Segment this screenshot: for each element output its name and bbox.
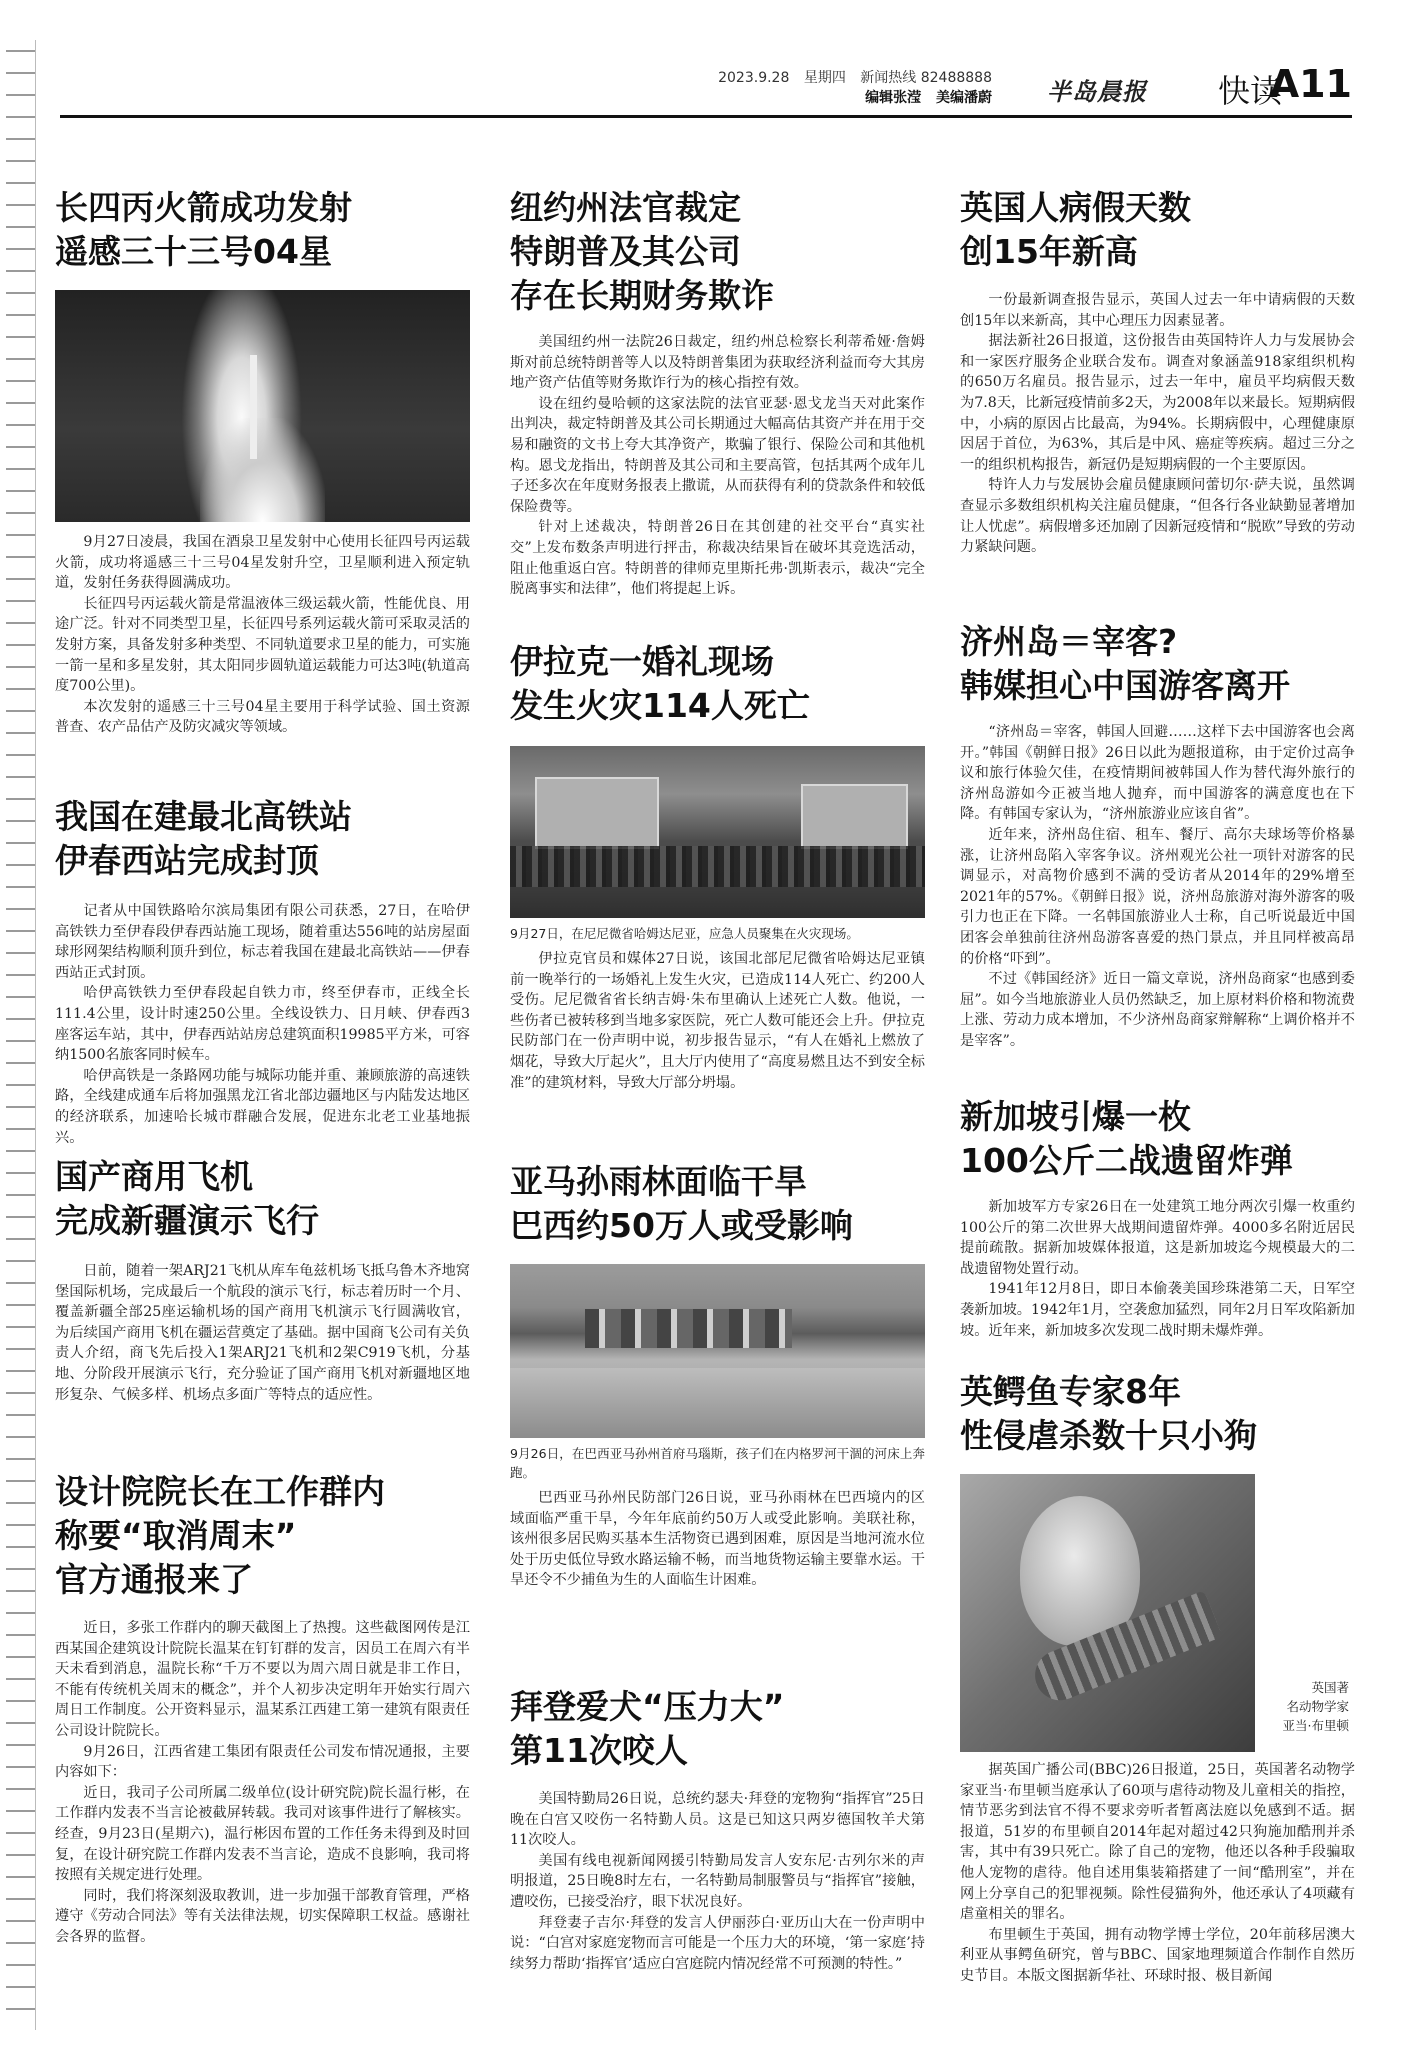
rocket-icon bbox=[250, 355, 257, 459]
headline: 长四丙火箭成功发射 遥感三十三号04星 bbox=[55, 188, 352, 271]
portrait-block bbox=[960, 1474, 1355, 1752]
perforated-margin bbox=[6, 40, 36, 2030]
rocket-launch-photo bbox=[55, 290, 470, 522]
article-croc bbox=[960, 1370, 1355, 1987]
stilt-houses bbox=[585, 1309, 793, 1347]
headline: 英国人病假天数 创15年新高 bbox=[960, 188, 1191, 271]
article-railway bbox=[55, 795, 470, 1148]
fire-scene-photo bbox=[510, 746, 925, 918]
article-body: “济州岛＝宰客，韩国人回避……这样下去中国游客也会离开。”韩国《朝鲜日报》26日以此为题报道称，由于定价过高争议和旅行体验欠佳，在疫情期间被韩国人作为替代海外旅行的济州岛游如今正被当地人抛弃，而中国游客的满意度也在下降。有韩国专家认为，“济州旅游业应该自省”。 近年来，济州岛住宿、租车、餐厅、高尔夫球场等价格暴涨，让济州岛陷入宰客争议。济州观光公社一项针对游客的民调显示，对高物价感到不满的受访者从2014年的29%增至2021年的57%。《朝鲜日报》说，济州岛旅游对海外游客的吸引力也正在下降。一名韩国旅游业人士称，自己听说最近中国团客会单独前往济州岛游客喜爱的热门景点，并且同样被高昂的价格“吓到”。 不过《韩国经济》近日一篇文章说，济州岛商家“也感到委屈”。如今当地旅游业人员仍然缺乏，加上原材料价格和物流费上涨、劳动力成本增加，不少济州岛商家辩解称“上调价格并不是宰客”。 bbox=[960, 724, 1355, 1049]
headline: 伊拉克一婚礼现场 发生火灾114人死亡 bbox=[510, 642, 810, 725]
article-body: 巴西亚马孙州民防部门26日说，亚马孙雨林在巴西境内的区域面临严重干旱，今年年底前约50万人或受此影响。美联社称，该州很多居民购买基本生活物资已遇到困难，原因是当地河流水位处于历史低位导致水路运输不畅，而当地货物运输主要靠水运。干旱还令不少捕鱼为生的人面临生计困难。 bbox=[510, 1490, 925, 1589]
article-amazon bbox=[510, 1160, 925, 1591]
header-meta bbox=[708, 68, 992, 108]
article-body: 据英国广播公司(BBC)26日报道，25日，英国著名动物学家亚当·布里顿当庭承认了60项与虐待动物及儿童相关的指控，情节恶劣到法官不得不要求旁听者暂离法庭以免感到不适。据报道，51岁的布里顿自2014年起对超过42只狗施加酷刑并杀害，其中有39只死亡。除了自己的宠物，他还以各种手段骗取他人宠物的虐待。他自述用集装箱搭建了一间“酷刑室”，并在网上分享自己的犯罪视频。除性侵猫狗外，他还承认了4项藏有虐童相关的罪名。 布里顿生于英国，拥有动物学博士学位，20年前移居澳大利亚从事鳄鱼研究，曾与BBC、国家地理频道合作制作自然历史节目。本版文图据新华社、环球时报、极目新闻 bbox=[960, 1762, 1355, 1984]
article-body: 近日，多张工作群内的聊天截图上了热搜。这些截图网传是江西某国企建筑设计院院长温某在钉钉群的发言，因员工在周六有半天未看到消息，温院长称“千万不要以为周六周日就是非工作日，不能有传统机关周末的概念”，并个人初步决定明年开始实行周六周日工作制度。公开资料显示，温某系江西建工第一建筑有限责任公司设计院院长。 9月26日，江西省建工集团有限责任公司发布情况通报，主要内容如下： 近日，我司子公司所属二级单位(设计研究院)院长温行彬，在工作群内发表不当言论被截屏转载。我司对该事件进行了解核实。经查，9月23日(星期六)，温行彬因布置的工作任务未得到及时回复，在设计研究院工作群内发表不当言论，造成不良影响，我司将按照有关规定进行处理。 同时，我们将深刻汲取教训，进一步加强干部教育管理，严格遵守《劳动合同法》等有关法律法规，切实保障职工权益。感谢社会各界的监督。 bbox=[55, 1620, 470, 1945]
article-iraq bbox=[510, 640, 925, 1093]
header-date: 2023.9.28 bbox=[718, 70, 790, 86]
headline: 我国在建最北高铁站 伊春西站完成封顶 bbox=[55, 797, 352, 880]
drought-river-photo bbox=[510, 1264, 925, 1438]
article-jeju bbox=[960, 620, 1355, 1052]
article-body: 日前，随着一架ARJ21飞机从库车龟兹机场飞抵乌鲁木齐地窝堡国际机场，完成最后一个航段的演示飞行，标志着历时一个月、覆盖新疆全部25座运输机场的国产商用飞机演示飞行圆满收官，为后续国产商用飞机在疆运营奠定了基础。据中国商飞公司有关负责人介绍，商飞先后投入1架ARJ21飞机和2架C919飞机，分基地、分阶段开展演示飞行，充分验证了国产商用飞机对新疆地区地形复杂、气候多样、机场点多面广等特点的适应性。 bbox=[55, 1263, 470, 1403]
photo-caption: 9月27日，在尼尼微省哈姆达尼亚，应急人员聚集在火灾现场。 bbox=[510, 926, 859, 941]
article-sickdays bbox=[960, 186, 1355, 558]
header-weekday: 星期四 bbox=[803, 70, 846, 86]
newspaper-logo: 半岛晨报 bbox=[1047, 77, 1147, 106]
page-header bbox=[60, 62, 1352, 118]
fire-truck-icon bbox=[535, 777, 660, 849]
photo-caption: 英国著 名动物学家 亚当·布里顿 bbox=[1282, 1680, 1349, 1733]
headline: 国产商用飞机 完成新疆演示飞行 bbox=[55, 1157, 319, 1240]
headline: 设计院院长在工作群内 称要“取消周末” 官方通报来了 bbox=[55, 1472, 385, 1599]
headline: 亚马孙雨林面临干旱 巴西约50万人或受影响 bbox=[510, 1162, 853, 1245]
article-bomb bbox=[960, 1095, 1355, 1341]
article-body: 美国纽约州一法院26日裁定，纽约州总检察长利蒂希娅·詹姆斯对前总统特朗普等人以及特朗普集团为获取经济利益而夸大其房地产资产估值等财务欺诈行为的核心指控有效。 设在纽约曼哈顿的这家法院的法官亚瑟·恩戈龙当天对此案作出判决，裁定特朗普及其公司长期通过大幅高估其资产并在用于交易和融资的文书上夸大其净资产，欺骗了银行、保险公司和其他机构。恩戈龙指出，特朗普及其公司和主要高管，包括其两个成年儿子还多次在年度财务报表上撒谎，从而获得有利的贷款条件和较低保险费等。 针对上述裁决，特朗普26日在其创建的社交平台“真实社交”上发布数条声明进行抨击，称裁决结果旨在破坏其竞选活动，阻止他重返白宫。特朗普的律师克里斯托弗·凯斯表示，裁决“完全脱离事实和法律”，他们将提起上诉。 bbox=[510, 334, 925, 598]
article-body: 美国特勤局26日说，总统约瑟夫·拜登的宠物狗“指挥官”25日晚在白宫又咬伤一名特勤人员。这是已知这只两岁德国牧羊犬第11次咬人。 美国有线电视新闻网援引特勤局发言人安东尼·古列尔米的声明报道，25日晚8时左右，一名特勤局制服警员与“指挥官”接触，遭咬伤，已接受治疗，眼下状况良好。 拜登妻子吉尔·拜登的发言人伊丽莎白·亚历山大在一份声明中说：“白宫对家庭宠物而言可能是一个压力大的环境，‘第一家庭’持续努力帮助‘指挥官’适应白宫庭院内情况经常不可预测的特性。” bbox=[510, 1791, 925, 1972]
photo-caption: 9月26日，在巴西亚马孙州首府马瑙斯，孩子们在内格罗河干涸的河床上奔跑。 bbox=[510, 1446, 925, 1480]
section-name: 快读 bbox=[1217, 72, 1282, 110]
article-body: 伊拉克官员和媒体27日说，该国北部尼尼微省哈姆达尼亚镇前一晚举行的一场婚礼上发生火灾，已造成114人死亡、约200人受伤。尼尼微省省长纳吉姆·朱布里确认上述死亡人数。他说，一些伤者已被转移到当地多家医院，死亡人数可能还会上升。伊拉克民防部门在一份声明中说，初步报告显示，“有人在婚礼上燃放了烟花，导致大厅起火”，且大厅内使用了“高度易燃且达不到安全标准”的建筑材料，导致大厅部分坍塌。 bbox=[510, 951, 925, 1091]
header-rule bbox=[60, 115, 1352, 118]
headline: 济州岛＝宰客? 韩媒担心中国游客离开 bbox=[960, 622, 1290, 705]
article-aircraft bbox=[55, 1155, 470, 1405]
page-number: A11 bbox=[1269, 62, 1352, 106]
headline: 拜登爱犬“压力大” 第11次咬人 bbox=[510, 1687, 785, 1770]
dry-riverbed bbox=[510, 1368, 925, 1438]
article-trump bbox=[510, 186, 925, 600]
article-body: 一份最新调查报告显示，英国人过去一年中请病假的天数创15年以来新高，其中心理压力因素显著。 据法新社26日报道，这份报告由英国特许人力与发展协会和一家医疗服务企业联合发布。调查对象涵盖918家组织机构的650万名雇员。报告显示，过去一年中，雇员平均病假天数为7.8天，比新冠疫情前多2天，为2008年以来最长。短期病假中，小病的原因占比最高，为94%。长期病假中，心理健康原因居于首位，为63%，其后是中风、癌症等疾病。超过三分之一的组织机构报告，新冠仍是短期病假的一个主要原因。 特许人力与发展协会雇员健康顾问蕾切尔·萨夫说，虽然调查显示多数组织机构关注雇员健康，“但各行各业缺勤显著增加让人忧虑”。病假增多还加剧了因新冠疫情和“脱欧”导致的劳动力紧缺问题。 bbox=[960, 292, 1355, 556]
headline: 英鳄鱼专家8年 性侵虐杀数十只小狗 bbox=[960, 1372, 1257, 1455]
header-editor: 编辑张滢 bbox=[865, 90, 922, 106]
article-body: 记者从中国铁路哈尔滨局集团有限公司获悉，27日，在哈伊高铁铁力至伊春段伊春西站施工现场，随着重达556吨的站房屋面球形网架结构顺利顶升到位，标志着我国在建最北高铁站——伊春西站正式封顶。 哈伊高铁铁力至伊春段起自铁力市，终至伊春市，正线全长111.4公里，设计时速250公里。全线设铁力、日月峡、伊春西3座客运车站，其中，伊春西站站房总建筑面积19985平方米，可容纳1500名旅客同时候车。 哈伊高铁是一条路网功能与城际功能并重、兼顾旅游的高速铁路，全线建成通车后将加强黑龙江省北部边疆地区与内陆发达地区的经济联系，加速哈长城市群融合发展，促进东北老工业基地振兴。 bbox=[55, 903, 470, 1146]
article-biden bbox=[510, 1685, 925, 1974]
header-designer: 美编潘蔚 bbox=[936, 90, 992, 106]
article-body: 9月27日凌晨，我国在酒泉卫星发射中心使用长征四号丙运载火箭，成功将遥感三十三号04星发射升空，卫星顺利进入预定轨道，发射任务获得圆满成功。 长征四号丙运载火箭是常温液体三级运载火箭，性能优良、用途广泛。针对不同类型卫星，长征四号系列运载火箭可采取灵活的发射方案，具备发射多种类型、不同轨道要求卫星的能力，可实施一箭一星和多星发射，其太阳同步圆轨道运载能力可达3吨(轨道高度700公里)。 本次发射的遥感三十三号04星主要用于科学试验、国土资源普查、农产品估产及防灾减灾等领域。 bbox=[55, 534, 470, 736]
fire-truck-icon bbox=[801, 784, 909, 849]
header-hotline: 新闻热线 82488888 bbox=[860, 70, 992, 86]
article-rocket bbox=[55, 186, 470, 738]
article-weekend bbox=[55, 1470, 470, 1948]
article-body: 新加坡军方专家26日在一处建筑工地分两次引爆一枚重约100公斤的第二次世界大战期间遗留炸弹。4000多名附近居民提前疏散。据新加坡媒体报道，这是新加坡迄今规模最大的二战遗留物处置行动。 1941年12月8日，即日本偷袭美国珍珠港第二天，日军空袭新加坡。1942年1月，空袭愈加猛烈，同年2月日军攻陷新加坡。近年来，新加坡多次发现二战时期未爆炸弹。 bbox=[960, 1199, 1355, 1339]
exhaust-plume bbox=[200, 418, 325, 522]
crowd bbox=[510, 846, 925, 887]
portrait-photo bbox=[960, 1474, 1255, 1752]
headline: 纽约州法官裁定 特朗普及其公司 存在长期财务欺诈 bbox=[510, 188, 774, 315]
headline: 新加坡引爆一枚 100公斤二战遗留炸弹 bbox=[960, 1097, 1293, 1180]
